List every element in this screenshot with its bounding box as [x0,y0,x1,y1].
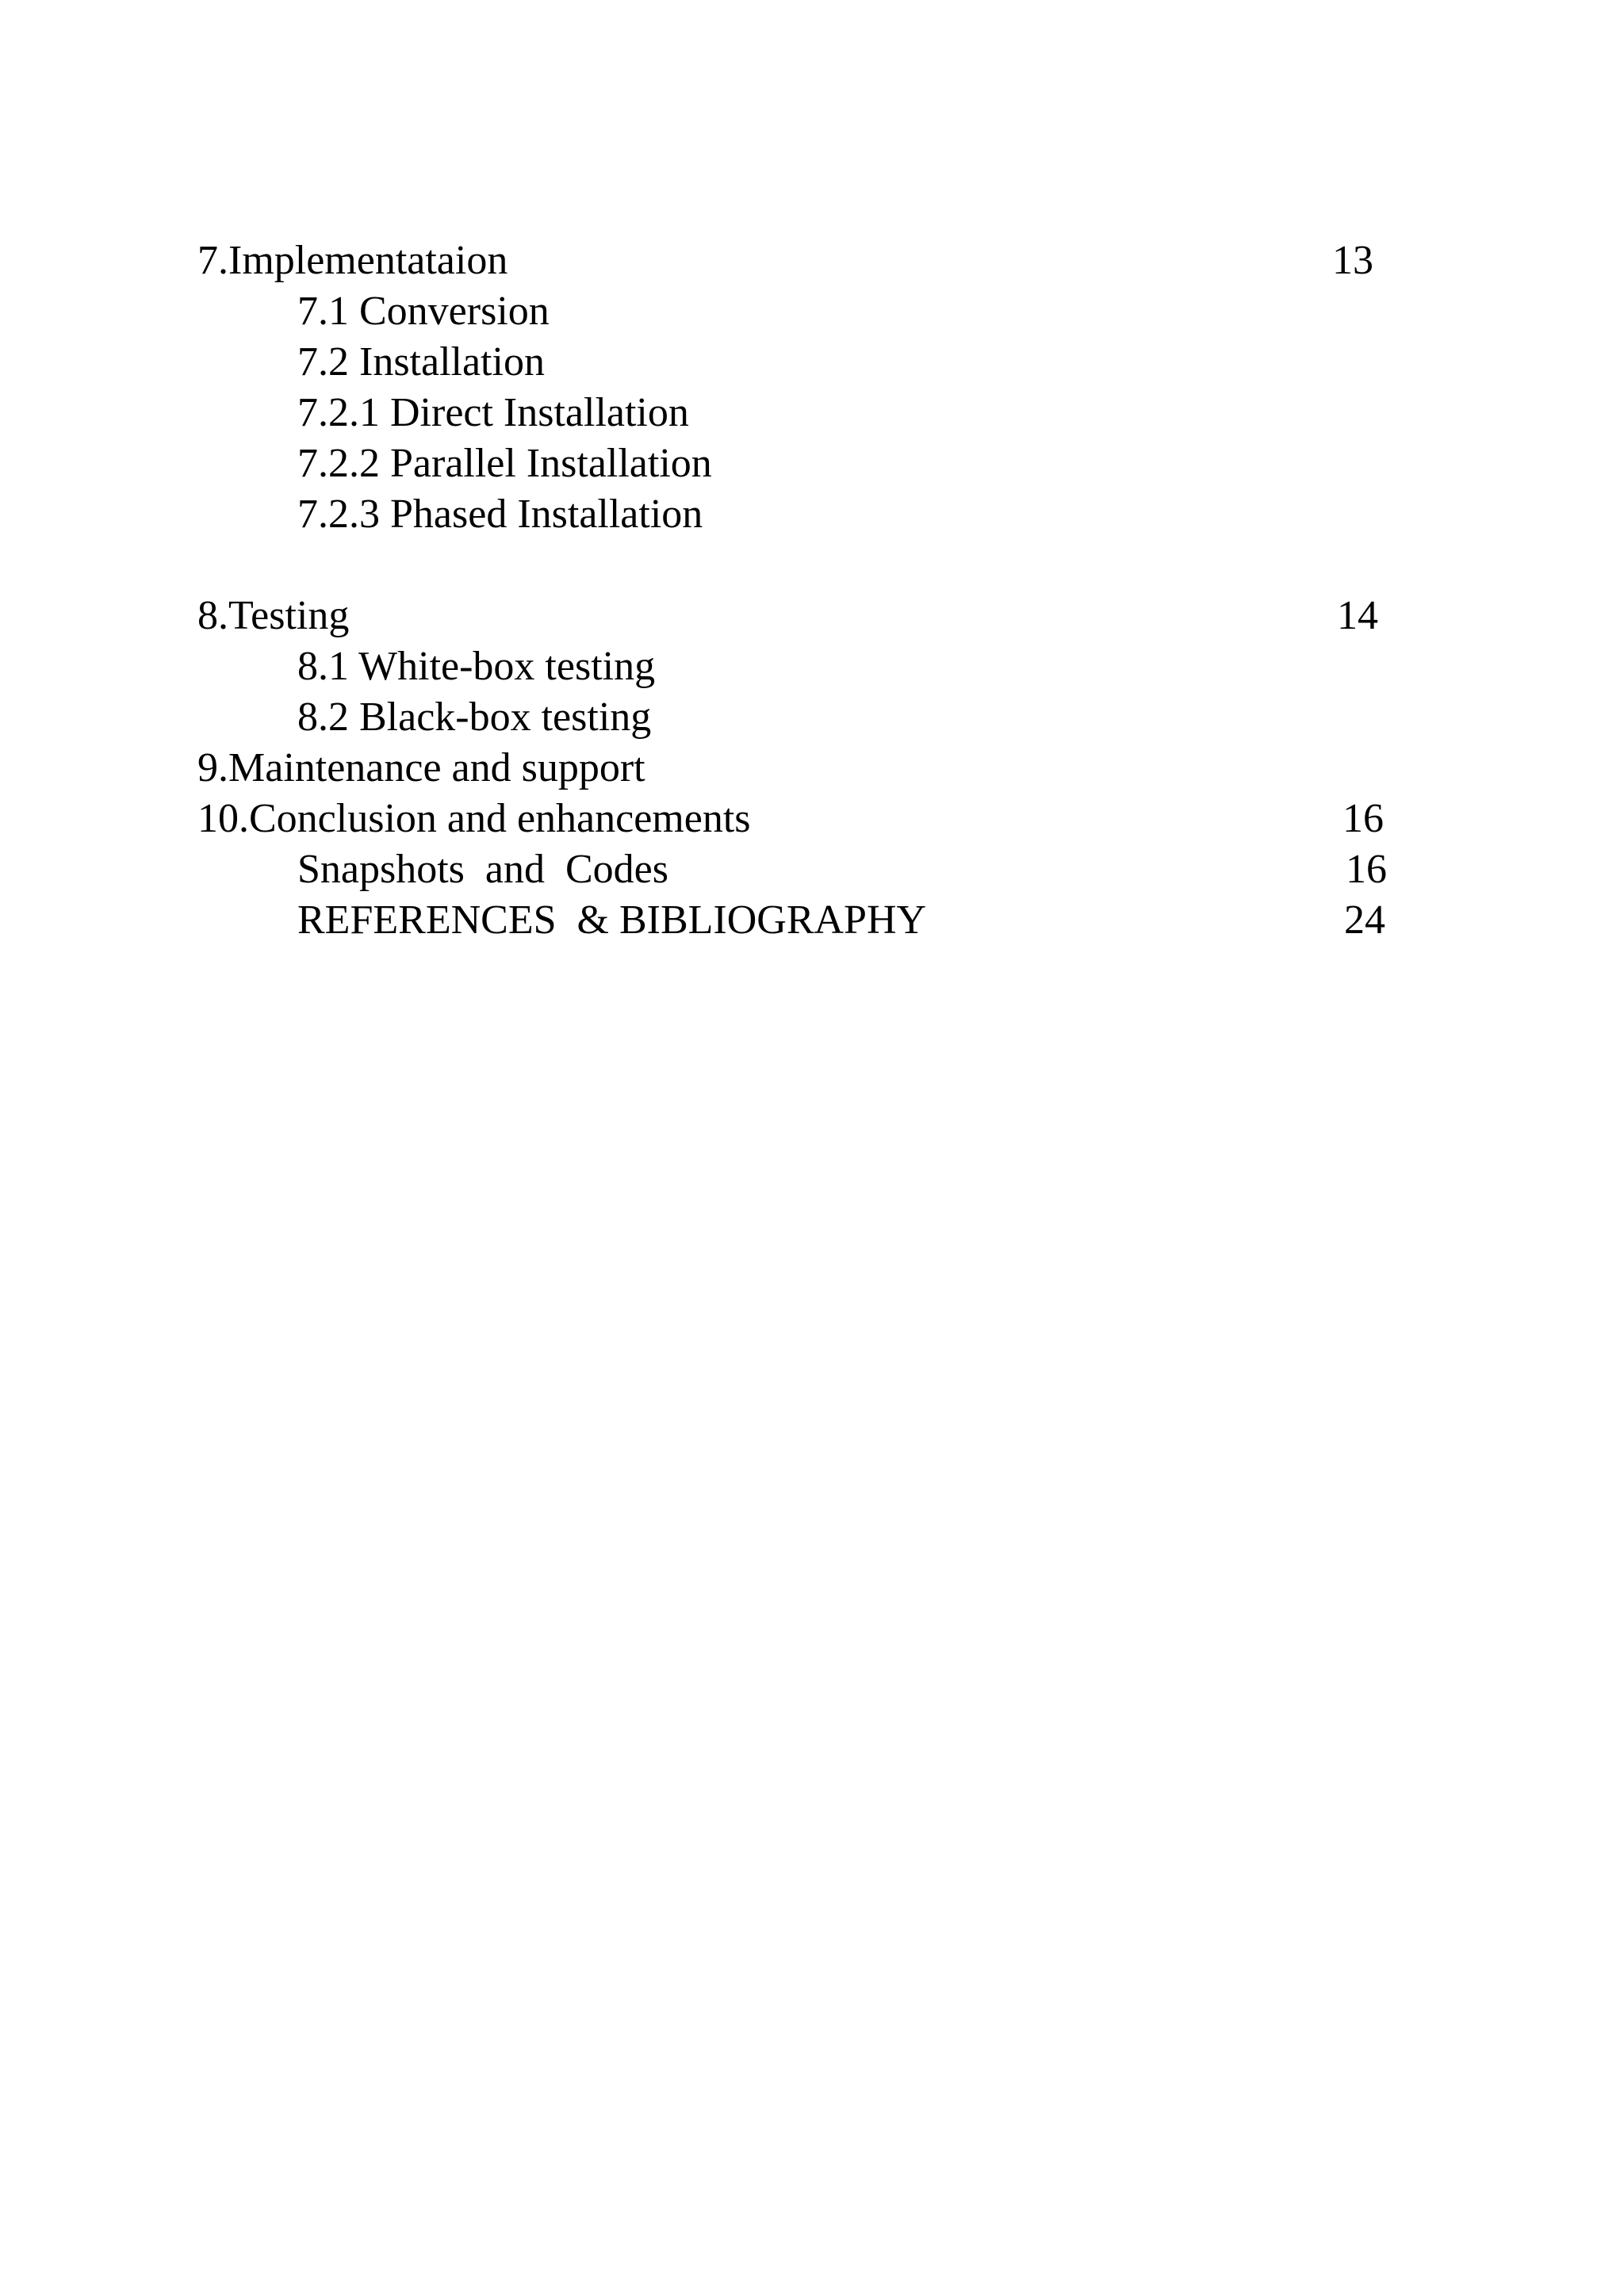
toc-entry-title: 7.2.2 Parallel Installation [297,441,712,486]
toc-entry-title: 7.Implementataion [197,238,508,283]
toc-entry-page: 16 [1346,847,1387,892]
toc-entry-title: REFERENCES & BIBLIOGRAPHY [297,897,927,943]
toc-entry-title: 8.Testing [197,593,350,638]
toc-entry-title: 9.Maintenance and support [197,745,645,790]
toc-entry-title: 7.1 Conversion [297,289,550,334]
toc-entry-page: 14 [1337,593,1378,638]
toc-entry-title: 8.2 Black-box testing [297,695,652,740]
toc-entry-page: 24 [1344,897,1385,943]
toc-entry-title: 7.2.1 Direct Installation [297,390,689,435]
toc-entry-title: 7.2 Installation [297,339,545,385]
toc-entry-title: 7.2.3 Phased Installation [297,492,703,537]
toc-entry-title: 10.Conclusion and enhancements [197,796,751,841]
toc-entry-title: 8.1 White-box testing [297,644,656,689]
toc-entry-page: 16 [1342,796,1384,841]
toc-entry-page: 13 [1332,238,1373,283]
toc-entry-title: Snapshots and Codes [297,847,668,892]
